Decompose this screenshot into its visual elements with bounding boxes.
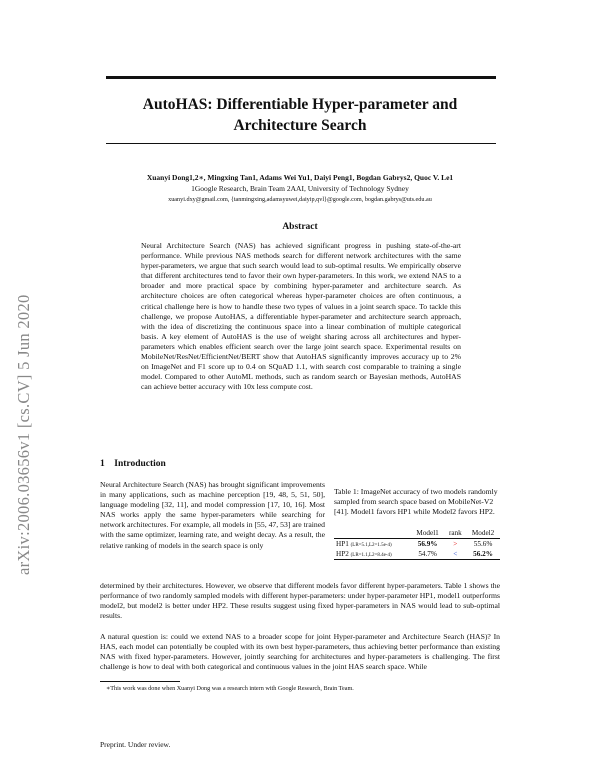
rank-symbol: > [453,540,458,548]
table-header-row [334,528,500,539]
title-bottom-rule [106,143,496,144]
model2-value: 56.2% [466,549,500,560]
table-header-cell [334,528,411,539]
section-number: 1 [100,459,105,469]
hp-note: (LR=1.1,L2=8.4e-4) [350,553,392,558]
abstract-heading: Abstract [282,222,318,232]
model1-value: 54.7% [411,549,445,560]
author-list: Xuanyi Dong1,2∗, Mingxing Tan1, Adams Wei Yu1, Daiyi Peng1, Bogdan Gabrys2, Quoc V. Le1 [146,173,454,182]
intro-column-text: Neural Architecture Search (NAS) has brought significant improvements in many applications, such as machine perception [19, 48, 5, 51, 50], language modeling [32, 11], and model compression [17, 10, 16]. Most NAS works apply the same hyper-parameters while searching for network architectures. For example, all models in [55, 47, 53] are trained with the same optimizer, learning rate, and weight decay. As a result, the relative ranking of models in the search space is only [100,480,325,550]
results-table [334,528,500,560]
table-header-cell: Model1 [411,528,445,539]
hp-label: HP1 [336,540,349,548]
affiliations: 1Google Research, Brain Team 2AAI, University of Technology Sydney [191,184,409,193]
hp-cell [334,539,411,550]
table-row [334,539,500,550]
table-row [334,549,500,560]
rank-symbol: < [445,549,467,560]
table-caption: Table 1: ImageNet accuracy of two models randomly sampled from search space based on MobileNet-V2 [41]. Model1 favors HP1 while Model2 favors HP2. [334,487,498,516]
section-heading-introduction [100,459,166,469]
model1-value: 56.9% [417,540,438,548]
intro-paragraph-2: A natural question is: could we extend NAS to a broader scope for joint Hyper-parameter and Architecture Search (HAS)? In HAS, each model can potentially be coupled with its own best hyper-parameters, thus achieving better performance than existing NAS with fixed hyper-parameters. However, jointly searching for architectures and hyper-parameters is challenging. The first challenge is how to deal with both categorical and continuous values in the joint HAS search space. While [100,632,500,672]
preprint-notice: Preprint. Under review. [100,740,171,749]
arxiv-stamp: arXiv:2006.03656v1 [cs.CV] 5 Jun 2020 [14,294,33,575]
model2-value: 55.6% [473,540,493,548]
author-emails: xuanyi.dxy@gmail.com, {tanmingxing,adamsyuwei,daiyip,qvl}@google.com, bogdan.gabrys@uts.edu.au [168,196,432,203]
intro-paragraph-continued: determined by their architectures. However, we observe that different models favor different hyper-parameters. Table 1 shows the performance of two randomly sampled models with different hyper-parameters: under hyper-parameter HP1, model1 outperforms model2, but model2 is better under HP2. These results suggest using fixed hyper-parameters in NAS would lead to sub-optimal results. [100,581,500,621]
paper-title: AutoHAS: Differentiable Hyper-parameter and Architecture Search [142,96,458,134]
hp-cell [334,549,411,560]
section-title: Introduction [114,459,166,469]
title-top-rule [106,76,496,79]
footnote: ∗This work was done when Xuanyi Dong was a research intern with Google Research, Brain Team. [106,685,354,692]
hp-label: HP2 [336,550,349,558]
hp-note: (LR=5.1,L2=1.5e-4) [350,543,392,548]
table-header-cell: rank [445,528,467,539]
footnote-rule [100,681,180,682]
table-header-cell: Model2 [466,528,500,539]
abstract-body: Neural Architecture Search (NAS) has achieved significant progress in pushing state-of-the-art performance. While previous NAS methods search for different network architectures with the same hyper-parameters, we argue that such search would lead to sub-optimal results. We empirically observe that different architectures tend to favor their own hyper-parameters. In this work, we extend NAS to a broader and more practical space by combining hyper-parameter and architecture search. As architecture choices are often categorical whereas hyper-parameter choices are often continuous, a critical challenge here is how to handle these two types of values in a joint search space. To tackle this challenge, we propose AutoHAS, a differentiable hyper-parameter and architecture search approach, with the idea of discretizing the continuous space into a linear combination of multiple categorical basis. A key element of AutoHAS is the use of weight sharing across all architectures and hyper-parameters which enables efficient search over the large joint search space. Experimental results on MobileNet/ResNet/EfficientNet/BERT show that AutoHAS significantly improves accuracy up to 2% on ImageNet and F1 score up to 0.4 on SQuAD 1.1, with search cost comparable to training a single model. Compared to other AutoML methods, such as random search or Bayesian methods, AutoHAS can achieve better accuracy with 10x less compute cost. [141,241,461,392]
